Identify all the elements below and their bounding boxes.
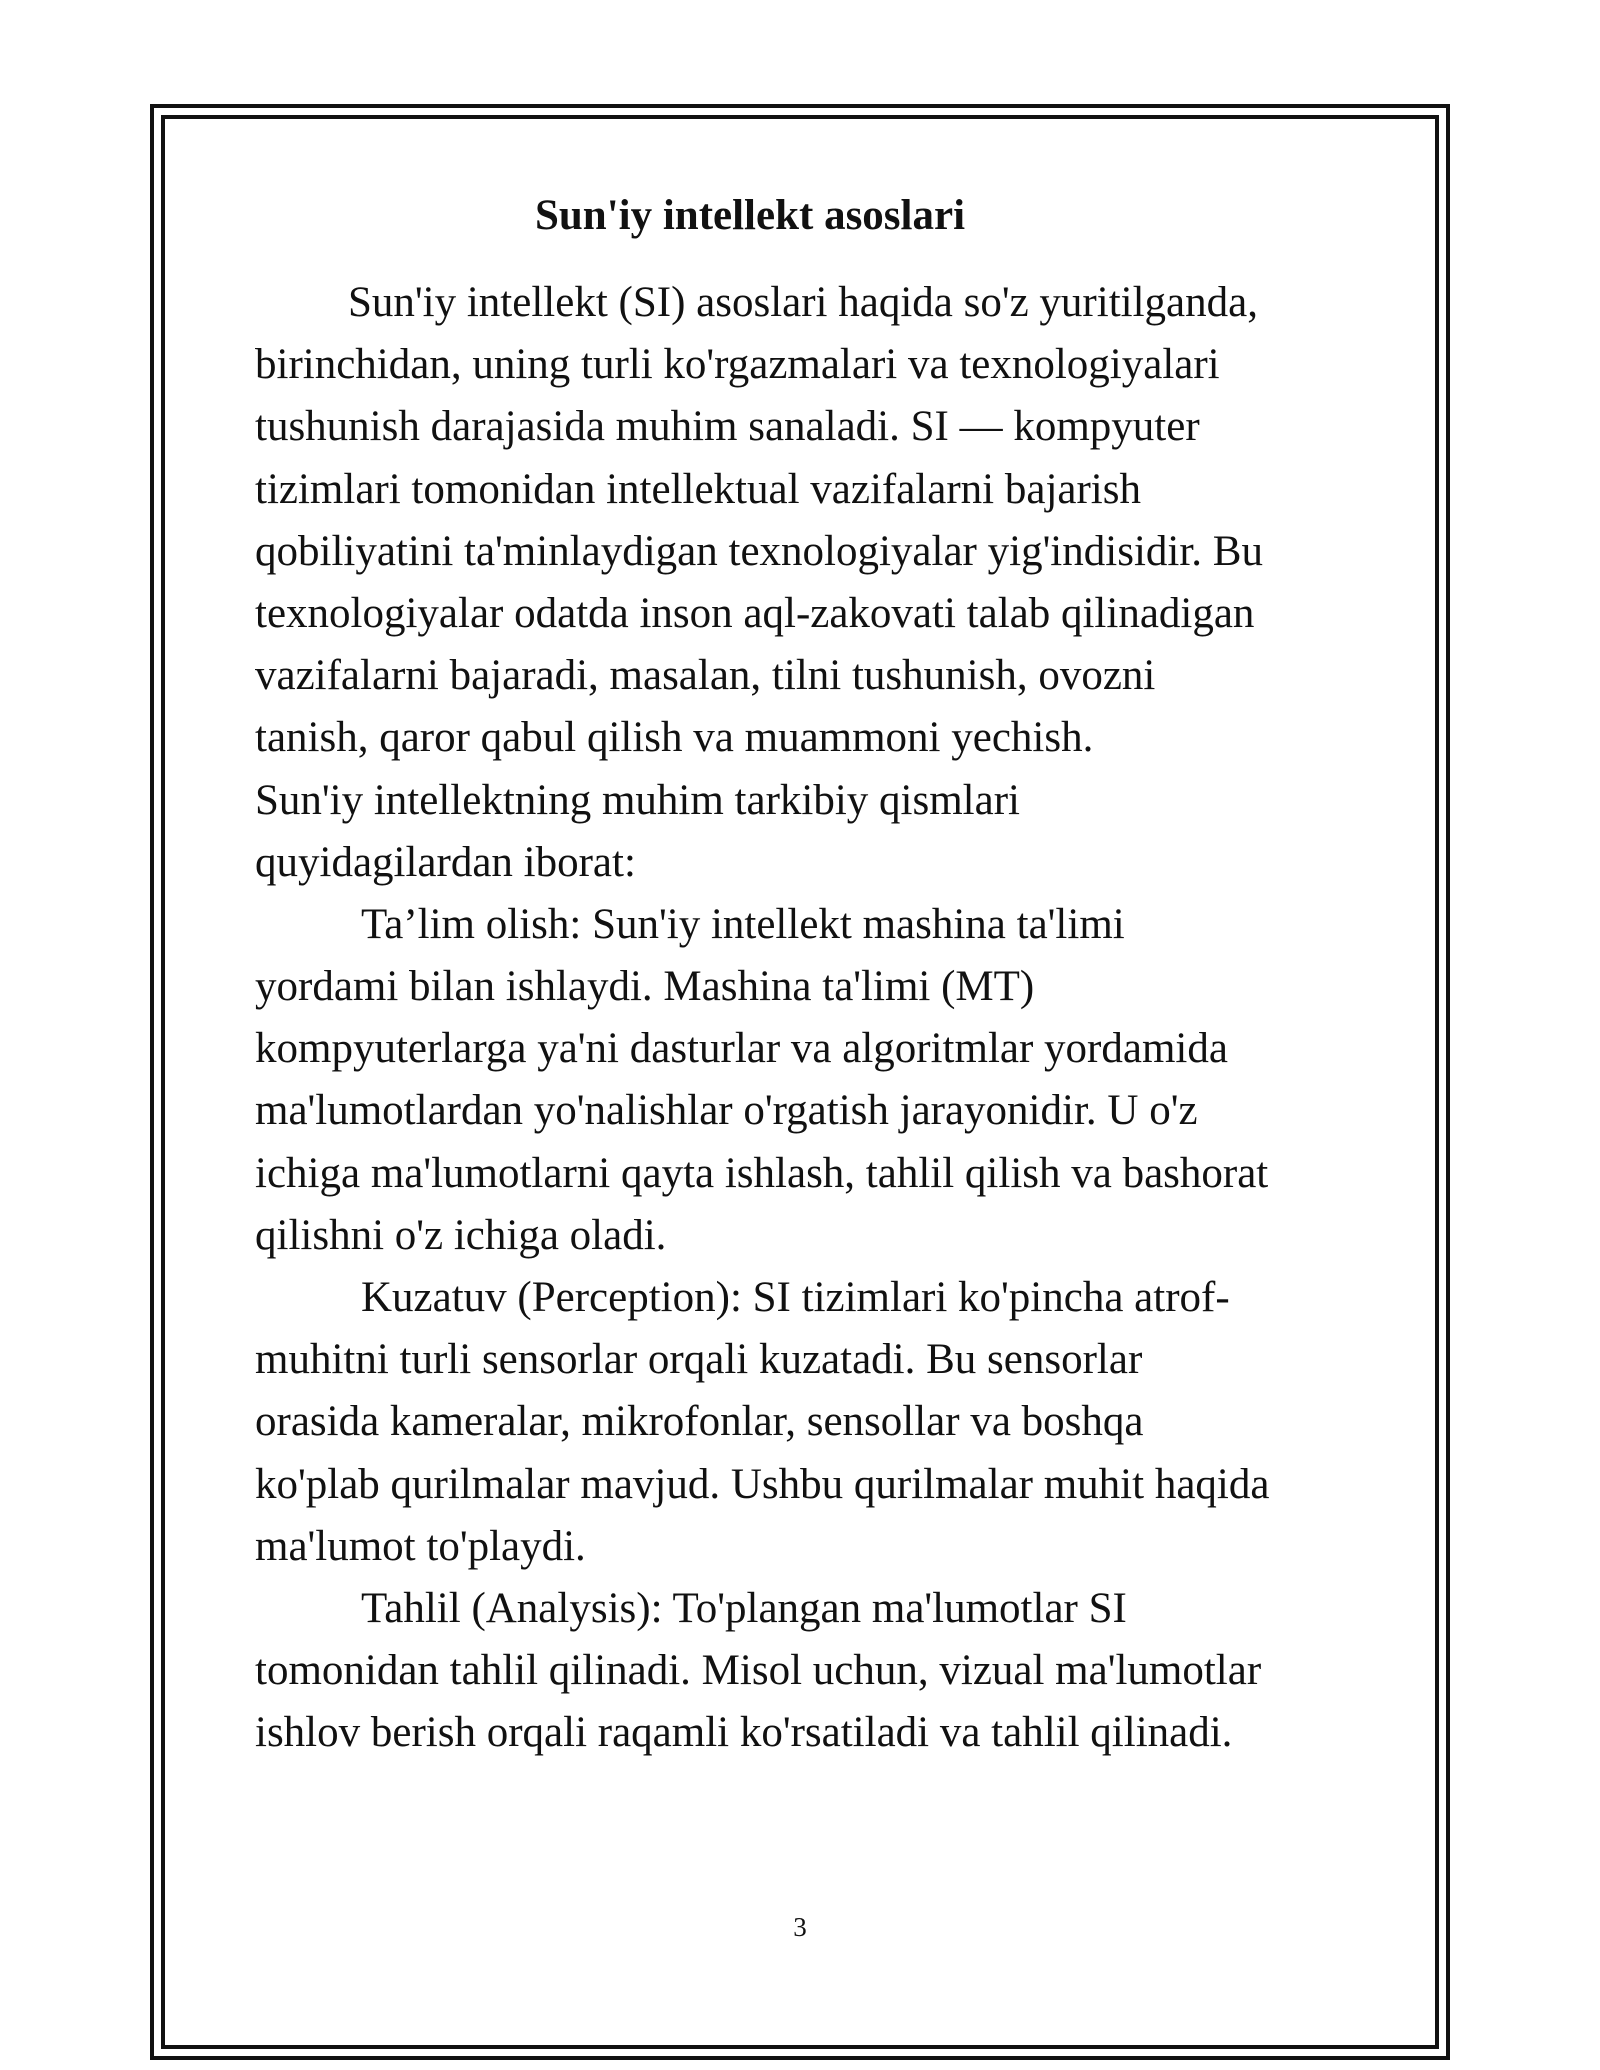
text-line: birinchidan, uning turli ko'rgazmalari va texnologiyalari: [255, 341, 1220, 389]
text-line: qobiliyatini ta'minlaydigan texnologiyalar yig'indisidir. Bu: [255, 527, 1263, 575]
text-line: ichiga ma'lumotlarni qayta ishlash, tahlil qilish va bashorat: [255, 1149, 1269, 1197]
text-line: qilishni o'z ichiga oladi.: [255, 1211, 667, 1259]
text-line: tomonidan tahlil qilinadi. Misol uchun, vizual ma'lumotlar: [255, 1647, 1262, 1695]
page-number: 3: [793, 1912, 807, 1942]
text-line: ma'lumot to'playdi.: [255, 1522, 586, 1570]
document-body: [255, 272, 1385, 1765]
text-line: ko'plab qurilmalar mavjud. Ushbu qurilmalar muhit haqida: [255, 1460, 1270, 1508]
text-line: yordami bilan ishlaydi. Mashina ta'limi (MT): [255, 963, 1035, 1011]
text-line: kompyuterlarga ya'ni dasturlar va algoritmlar yordamida: [255, 1025, 1228, 1073]
text-line: vazifalarni bajaradi, masalan, tilni tushunish, ovozni: [255, 652, 1156, 700]
text-line: Kuzatuv (Perception): SI tizimlari ko'pincha atrof-: [361, 1274, 1230, 1321]
text-line: texnologiyalar odatda inson aql-zakovati talab qilinadigan: [255, 589, 1255, 637]
text-line: tizimlari tomonidan intellektual vazifalarni bajarish: [255, 465, 1141, 513]
document-title: Sun'iy intellekt asoslari: [534, 192, 966, 239]
text-line: ishlov berish orqali raqamli ko'rsatiladi va tahlil qilinadi.: [255, 1709, 1233, 1757]
text-line: orasida kameralar, mikrofonlar, sensollar va boshqa: [255, 1398, 1144, 1446]
text-line: muhitni turli sensorlar orqali kuzatadi. Bu sensorlar: [255, 1336, 1143, 1384]
text-line: quyidagilardan iborat:: [255, 838, 636, 886]
text-line: Sun'iy intellektning muhim tarkibiy qismlari: [255, 776, 1020, 824]
text-line: tushunish darajasida muhim sanaladi. SI — kompyuter: [255, 403, 1200, 451]
text-line: Sun'iy intellekt (SI) asoslari haqida so'z yuritilganda,: [348, 279, 1258, 326]
text-line: Tahlil (Analysis): To'plangan ma'lumotlar SI: [361, 1584, 1127, 1632]
text-line: tanish, qaror qabul qilish va muammoni yechish.: [255, 714, 1094, 762]
text-line: Ta’lim olish: Sun'iy intellekt mashina ta'limi: [361, 900, 1125, 948]
text-line: ma'lumotlardan yo'nalishlar o'rgatish jarayonidir. U o'z: [255, 1087, 1198, 1135]
